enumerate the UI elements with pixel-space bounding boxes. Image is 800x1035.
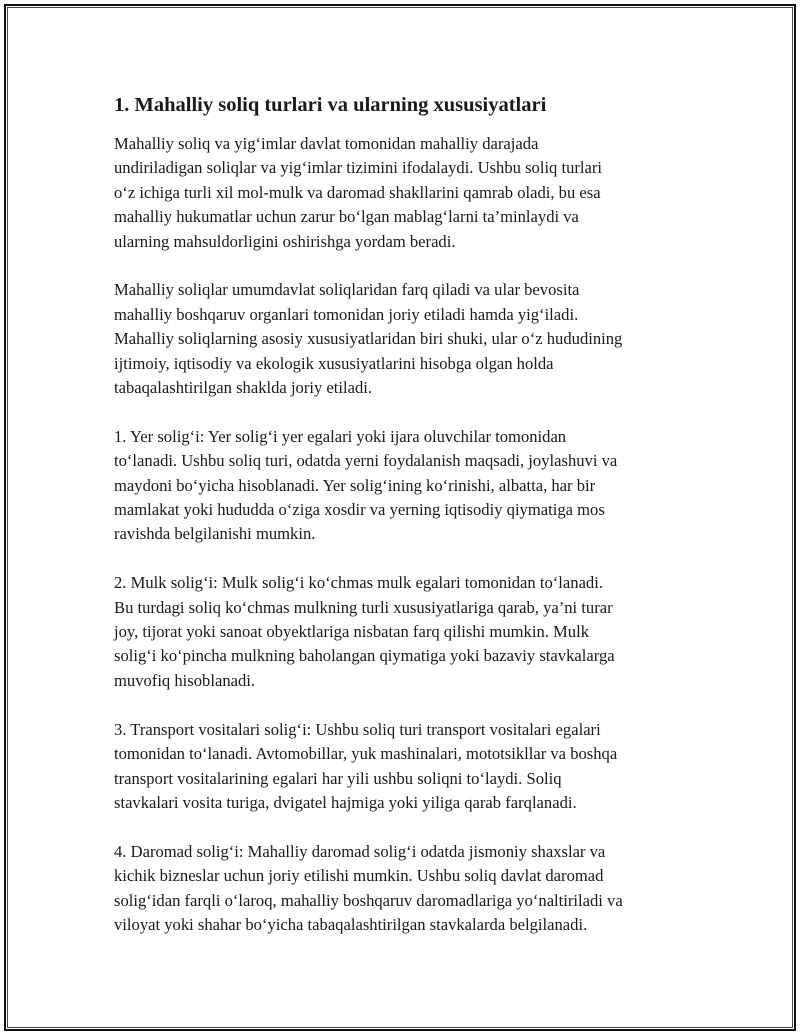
section-heading: 1. Mahalliy soliq turlari va ularning xususiyatlari xyxy=(114,94,547,116)
transport-tax-paragraph: 3. Transport vositalari solig‘i: Ushbu soliq turi transport vositalari egalari tomonidan to‘lanadi. Avtomobillar, yuk mashinalari, mototsikllar va boshqa transport vositalarining egalari har yili ushbu soliqni to‘laydi. Soliq stavkalari vosita turiga, dvigatel hajmiga yoki yiliga qarab farqlanadi. xyxy=(114,719,618,812)
intro-paragraph: Mahalliy soliq va yig‘imlar davlat tomonidan mahalliy darajada undiriladigan soliqlar va yig‘imlar tizimini ifodalaydi. Ushbu soliq turlari o‘z ichiga turli xil mol-mulk va daromad shakllarini qamrab oladi, bu esa mahalliy hukumatlar uchun zarur bo‘lgan mablag‘larni ta’minlaydi va ularning mahsuldorligini oshirishga yordam beradi. xyxy=(114,134,603,251)
income-tax-paragraph: 4. Daromad solig‘i: Mahalliy daromad solig‘i odatda jismoniy shaxslar va kichik bizneslar uchun joriy etilishi mumkin. Ushbu soliq davlat daromad solig‘idan farqli o‘laroq, mahalliy boshqaruv daromadlariga yo‘naltiriladi va viloyat yoki shahar bo‘yicha tabaqalashtirilgan stavkalarda belgilanadi. xyxy=(114,841,623,934)
document-body xyxy=(114,92,690,962)
local-taxes-paragraph: Mahalliy soliqlar umumdavlat soliqlaridan farq qiladi va ular bevosita mahalliy boshqaruv organlari tomonidan joriy etiladi hamda yig‘iladi. Mahalliy soliqlarning asosiy xususiyatlaridan biri shuki, ular o‘z hududining ijtimoiy, iqtisodiy va ekologik xususiyatlarini hisobga olgan holda tabaqalashtirilgan shaklda joriy etiladi. xyxy=(114,280,623,398)
property-tax-paragraph: 2. Mulk solig‘i: Mulk solig‘i ko‘chmas mulk egalari tomonidan to‘lanadi. Bu turdagi soliq ko‘chmas mulkning turli xususiyatlariga qarab, ya’ni turar joy, tijorat yoki sanoat obyektlariga nisbatan farq qilishi mumkin. Mulk solig‘i ko‘pincha mulkning baholangan qiymatiga yoki bazaviy stavkalarga muvofiq hisoblanadi. xyxy=(114,573,615,690)
land-tax-paragraph: 1. Yer solig‘i: Yer solig‘i yer egalari yoki ijara oluvchilar tomonidan to‘lanadi. Ushbu soliq turi, odatda yerni foydalanish maqsadi, joylashuvi va maydoni bo‘yicha hisoblanadi. Yer solig‘ining ko‘rinishi, albatta, har bir mamlakat yoki hududda o‘ziga xosdir va yerning iqtisodiy qiymatiga mos ravishda belgilanishi mumkin. xyxy=(114,426,618,544)
